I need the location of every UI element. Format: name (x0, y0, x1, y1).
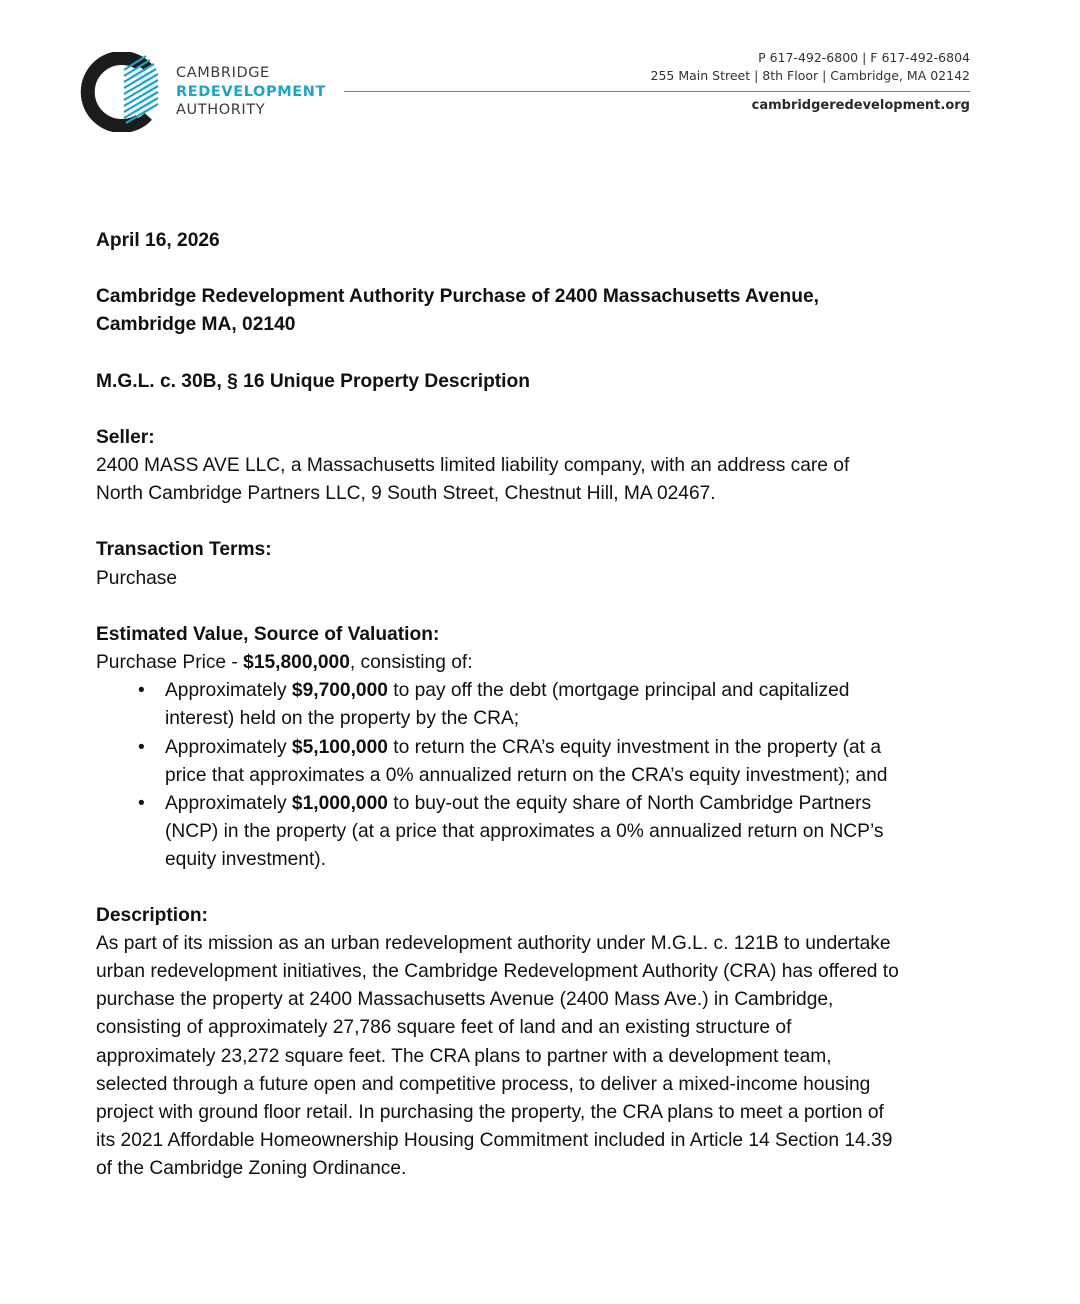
description-line: consisting of approximately 27,786 square feet of land and an existing structure of (96, 1017, 792, 1039)
price-label: Purchase Price - (96, 652, 244, 674)
bullet-amount: $9,700,000 (291, 680, 388, 702)
bullet-prefix: Approximately (165, 736, 292, 758)
bullet-text-continued: interest) held on the property by the CRA; (165, 708, 520, 730)
valuation-bullet-list (96, 677, 996, 874)
bullet-icon: • (138, 736, 145, 758)
description-line: purchase the property at 2400 Massachusetts Avenue (2400 Mass Ave.) in Cambridge, (96, 989, 834, 1011)
cra-logo-icon (80, 52, 160, 132)
organization-name (176, 64, 326, 120)
contact-info (651, 49, 970, 85)
transaction-heading: Transaction Terms: (96, 539, 272, 561)
bullet-text: to return the CRA’s equity investment in the property (at a (387, 736, 882, 758)
title-line1: Cambridge Redevelopment Authority Purchase of 2400 Massachusetts Avenue, (96, 286, 819, 308)
phone-fax: P 617-492-6800 | F 617-492-6804 (758, 50, 970, 65)
document-subtitle: M.G.L. c. 30B, § 16 Unique Property Description (96, 370, 530, 392)
document-body (96, 227, 996, 1184)
address: 255 Main Street | 8th Floor | Cambridge, MA 02142 (650, 68, 970, 83)
bullet-prefix: Approximately (165, 680, 292, 702)
valuation-section (96, 621, 996, 875)
document-date: April 16, 2026 (96, 230, 220, 251)
description-line: of the Cambridge Zoning Ordinance. (96, 1158, 407, 1180)
list-item (138, 677, 996, 733)
bullet-icon: • (138, 680, 145, 702)
bullet-amount: $1,000,000 (291, 793, 388, 815)
valuation-heading: Estimated Value, Source of Valuation: (96, 623, 440, 645)
bullet-text-continued: (NCP) in the property (at a price that approximates a 0% annualized return on NCP’s (165, 821, 884, 843)
description-line: approximately 23,272 square feet. The CRA plans to partner with a development team, (96, 1045, 832, 1067)
website-link[interactable]: cambridgeredevelopment.org (751, 98, 970, 113)
seller-line2: North Cambridge Partners LLC, 9 South Street, Chestnut Hill, MA 02467. (96, 483, 716, 505)
seller-section (96, 424, 996, 509)
description-line: its 2021 Affordable Homeownership Housing Commitment included in Article 14 Section 14.39 (96, 1130, 893, 1152)
list-item (138, 734, 996, 790)
description-section (96, 902, 996, 1184)
bullet-text-continued: price that approximates a 0% annualized return on the CRA’s equity investment); and (165, 764, 888, 786)
bullet-prefix: Approximately (165, 793, 292, 815)
description-line: selected through a future open and competitive process, to deliver a mixed-income housing (96, 1073, 871, 1095)
bullet-text: to buy-out the equity share of North Cambridge Partners (387, 793, 872, 815)
description-line: urban redevelopment initiatives, the Cambridge Redevelopment Authority (CRA) has offered to (96, 961, 899, 983)
bullet-text: to pay off the debt (mortgage principal and capitalized (387, 680, 850, 702)
title-line2: Cambridge MA, 02140 (96, 314, 296, 336)
price-value: $15,800,000 (243, 652, 350, 674)
bullet-icon: • (138, 793, 145, 815)
transaction-section (96, 536, 996, 592)
bullet-amount: $5,100,000 (291, 736, 388, 758)
org-name-line1: CAMBRIDGE (176, 65, 270, 81)
org-name-line3: AUTHORITY (176, 102, 266, 118)
description-heading: Description: (96, 904, 208, 926)
purchase-price (96, 649, 996, 677)
bullet-text-continued: equity investment). (165, 849, 327, 871)
seller-heading: Seller: (96, 426, 155, 448)
transaction-value: Purchase (96, 567, 178, 589)
header-divider (344, 91, 970, 92)
org-name-line2: REDEVELOPMENT (176, 83, 326, 100)
price-suffix: , consisting of: (349, 652, 473, 674)
seller-line1: 2400 MASS AVE LLC, a Massachusetts limited liability company, with an address care of (96, 455, 850, 477)
description-line: As part of its mission as an urban redevelopment authority under M.G.L. c. 121B to undertake (96, 932, 891, 954)
document-title (96, 283, 996, 339)
description-line: project with ground floor retail. In purchasing the property, the CRA plans to meet a portion of (96, 1102, 884, 1124)
list-item (138, 790, 996, 875)
